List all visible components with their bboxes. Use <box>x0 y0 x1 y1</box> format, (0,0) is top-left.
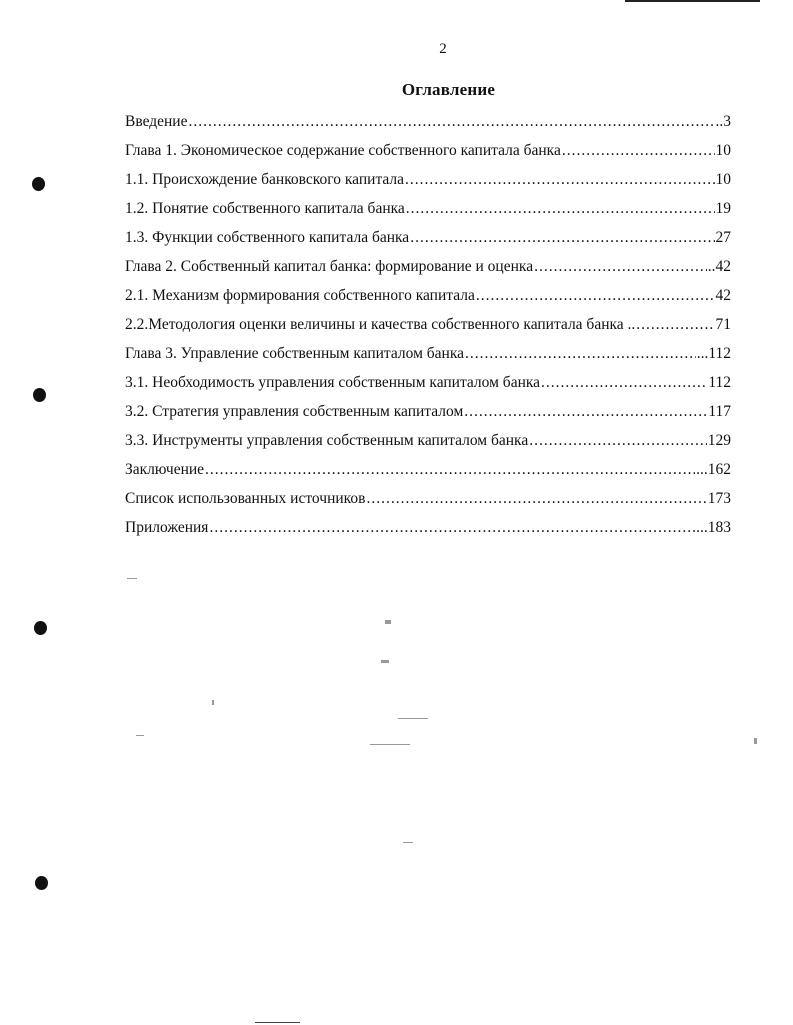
toc-dot-leader <box>465 345 696 363</box>
scan-speck <box>370 744 410 745</box>
toc-entry-page: 173 <box>707 490 731 507</box>
toc-entry-text: 2.2.Методология оценки величины и качества собственного капитала банка .. <box>125 316 636 333</box>
toc-dot-leader <box>209 519 695 537</box>
toc-entry-text: 3.3. Инструменты управления собственным капиталом банка <box>125 432 529 449</box>
toc-entry-text: Приложения <box>125 519 209 536</box>
toc-entry-page: 10 <box>715 171 731 188</box>
scan-speck <box>754 738 757 744</box>
punch-hole-3 <box>34 621 47 635</box>
toc-entry-text: Список использованных источников <box>125 490 366 507</box>
toc-entry-page: 129 <box>707 432 731 449</box>
toc-entry-page: ...162 <box>696 461 731 478</box>
toc-entry-page: 19 <box>715 200 731 217</box>
toc-entry-page: 27 <box>715 229 731 246</box>
punch-hole-4 <box>35 876 48 890</box>
scan-speck <box>127 578 137 579</box>
toc-entry-section-2-2 <box>125 316 731 345</box>
toc-entry-text: Введение <box>125 113 188 130</box>
toc-dot-leader <box>405 171 714 189</box>
toc-entry-section-1-3 <box>125 229 731 258</box>
toc-entry-page: 117 <box>708 403 731 420</box>
toc-dot-leader <box>205 461 695 479</box>
scan-speck <box>381 660 389 663</box>
toc-entry-page: 71 <box>715 316 731 333</box>
toc-dot-leader <box>410 229 714 247</box>
scan-speck <box>385 620 391 624</box>
toc-entry-section-3-1 <box>125 374 731 403</box>
toc-entry-text: Глава 1. Экономическое содержание собственного капитала банка <box>125 142 561 159</box>
toc-entry-text: 1.2. Понятие собственного капитала банка <box>125 200 405 217</box>
toc-entry-page: ..3 <box>715 113 731 130</box>
toc-entry-text: 1.1. Происхождение банковского капитала <box>125 171 405 188</box>
toc-entry-text: 3.2. Стратегия управления собственным капиталом <box>125 403 464 420</box>
toc-entry-page: ...183 <box>696 519 731 536</box>
scan-speck <box>136 735 144 736</box>
toc-title: Оглавление <box>401 80 496 99</box>
toc-dot-leader <box>366 490 706 508</box>
toc-entry-chapter-3 <box>125 345 731 374</box>
toc-entry-appendices <box>125 519 731 548</box>
toc-entry-text: 3.1. Необходимость управления собственным капиталом банка <box>125 374 541 391</box>
toc-entry-references <box>125 490 731 519</box>
toc-entry-section-1-1 <box>125 171 731 200</box>
toc-entry-section-3-2 <box>125 403 731 432</box>
toc-entry-text: Глава 3. Управление собственным капиталом банка <box>125 345 465 362</box>
toc-entry-conclusion <box>125 461 731 490</box>
punch-hole-1 <box>32 177 45 191</box>
toc-entry-section-3-3 <box>125 432 731 461</box>
toc-entry-section-2-1 <box>125 287 731 316</box>
toc-dot-leader <box>541 374 707 392</box>
toc-entry-page: 42 <box>715 287 731 304</box>
top-edge-rule <box>625 0 760 2</box>
toc-dot-leader <box>636 316 714 334</box>
toc-entry-introduction <box>125 113 731 142</box>
toc-entry-text: 2.1. Механизм формирования собственного капитала <box>125 287 475 304</box>
toc-entry-page: ...112 <box>696 345 731 362</box>
bottom-edge-rule <box>255 1022 300 1023</box>
table-of-contents <box>125 113 731 548</box>
toc-dot-leader <box>529 432 707 450</box>
scan-speck <box>212 700 214 705</box>
page-number: 2 <box>439 41 447 57</box>
toc-dot-leader <box>188 113 714 131</box>
toc-entry-page: ..42 <box>707 258 731 275</box>
toc-entry-text: Заключение <box>125 461 205 478</box>
toc-dot-leader <box>464 403 707 421</box>
scan-speck <box>398 718 428 719</box>
toc-entry-text: 1.3. Функции собственного капитала банка <box>125 229 410 246</box>
punch-hole-2 <box>33 388 46 402</box>
toc-entry-chapter-1 <box>125 142 731 171</box>
toc-entry-section-1-2 <box>125 200 731 229</box>
toc-entry-page: 10 <box>715 142 731 159</box>
toc-entry-text: Глава 2. Собственный капитал банка: формирование и оценка <box>125 258 534 275</box>
toc-entry-page: 112 <box>708 374 731 391</box>
toc-dot-leader <box>534 258 707 276</box>
toc-dot-leader <box>476 287 715 305</box>
toc-dot-leader <box>562 142 715 160</box>
toc-dot-leader <box>406 200 715 218</box>
toc-entry-chapter-2 <box>125 258 731 287</box>
scan-speck <box>403 842 413 843</box>
